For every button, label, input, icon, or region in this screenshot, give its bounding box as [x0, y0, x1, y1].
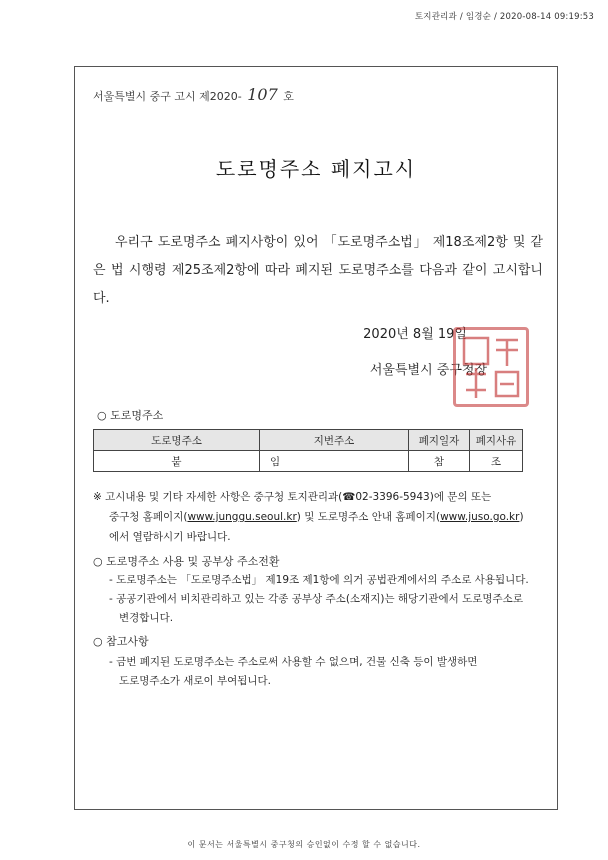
notice-number [93, 85, 294, 104]
inquiry-note-text: 중구청 홈페이지( [109, 511, 188, 523]
notice-number-handwritten: 107 [247, 85, 278, 104]
list-item: - 도로명주소는 「도로명주소법」 제19조 제1항에 의거 공법관계에서의 주소로 사용됩니다. [109, 574, 529, 586]
inquiry-note-text: ) [519, 511, 524, 523]
table-cell-abolition-date: 참 [409, 451, 470, 472]
inquiry-note [93, 487, 543, 547]
table-row [94, 451, 523, 472]
juso-homepage-link[interactable]: www.juso.go.kr [440, 511, 520, 523]
document-footer-note: 이 문서는 서울특별시 중구청의 승인없이 수정 할 수 없습니다. [187, 840, 421, 849]
list-item: - 금번 폐지된 도로명주소는 주소로써 사용할 수 없으며, 건물 신축 등이 발생하면 [109, 656, 478, 668]
official-seal-stamp [453, 327, 529, 407]
table-header-abolition-reason: 폐지사유 [470, 430, 523, 451]
junggu-homepage-link[interactable]: www.junggu.seoul.kr [187, 511, 297, 523]
inquiry-note-text: ) 및 도로명주소 안내 홈페이지( [296, 511, 441, 523]
table-cell-lot-address: 임 [260, 451, 409, 472]
list-item: 도로명주소가 새로이 부여됩니다. [119, 675, 272, 687]
inquiry-note-line3: 에서 열람하시기 바랍니다. [109, 531, 231, 543]
road-address-table [93, 429, 523, 472]
inquiry-note-line1: ※ 고시내용 및 기타 자세한 사항은 중구청 토지관리과(☎02-3396-5943)에 문의 또는 [93, 491, 492, 503]
inquiry-note-line2 [93, 507, 543, 527]
list-item: - 공공기관에서 비치관리하고 있는 각종 공부상 주소(소재지)는 해당기관에서 도로명주소로 [109, 593, 523, 605]
notice-document [74, 66, 558, 810]
document-meta-header: 토지관리과 / 임경순 / 2020-08-14 09:19:53 [414, 12, 594, 22]
section-road-address-label: ○ 도로명주소 [97, 409, 164, 422]
section-address-conversion-label: ○ 도로명주소 사용 및 공부상 주소전환 [93, 555, 280, 568]
table-header-abolition-date: 폐지일자 [409, 430, 470, 451]
table-cell-abolition-reason: 조 [470, 451, 523, 472]
table-header-row [94, 430, 523, 451]
section-reference-label: ○ 참고사항 [93, 635, 149, 648]
notice-issuer: 서울특별시 중구청장 [369, 363, 487, 378]
table-header-road-address: 도로명주소 [94, 430, 260, 451]
document-title: 도로명주소 폐지고시 [215, 157, 417, 181]
table-cell-road-address: 붙 [94, 451, 260, 472]
list-item: 변경합니다. [119, 612, 174, 624]
notice-number-suffix: 호 [283, 90, 294, 103]
notice-body: 우리구 도로명주소 폐지사항이 있어 「도로명주소법」 제18조제2항 및 같은 법 시행령 제25조제2항에 따라 폐지된 도로명주소를 다음과 같이 고시합니다. [93, 235, 543, 306]
notice-date: 2020년 8월 19일 [363, 327, 467, 342]
notice-number-prefix: 서울특별시 중구 고시 제2020- [93, 90, 242, 103]
table-header-lot-address: 지번주소 [260, 430, 409, 451]
reference-items [109, 653, 543, 691]
address-conversion-items [109, 571, 543, 628]
